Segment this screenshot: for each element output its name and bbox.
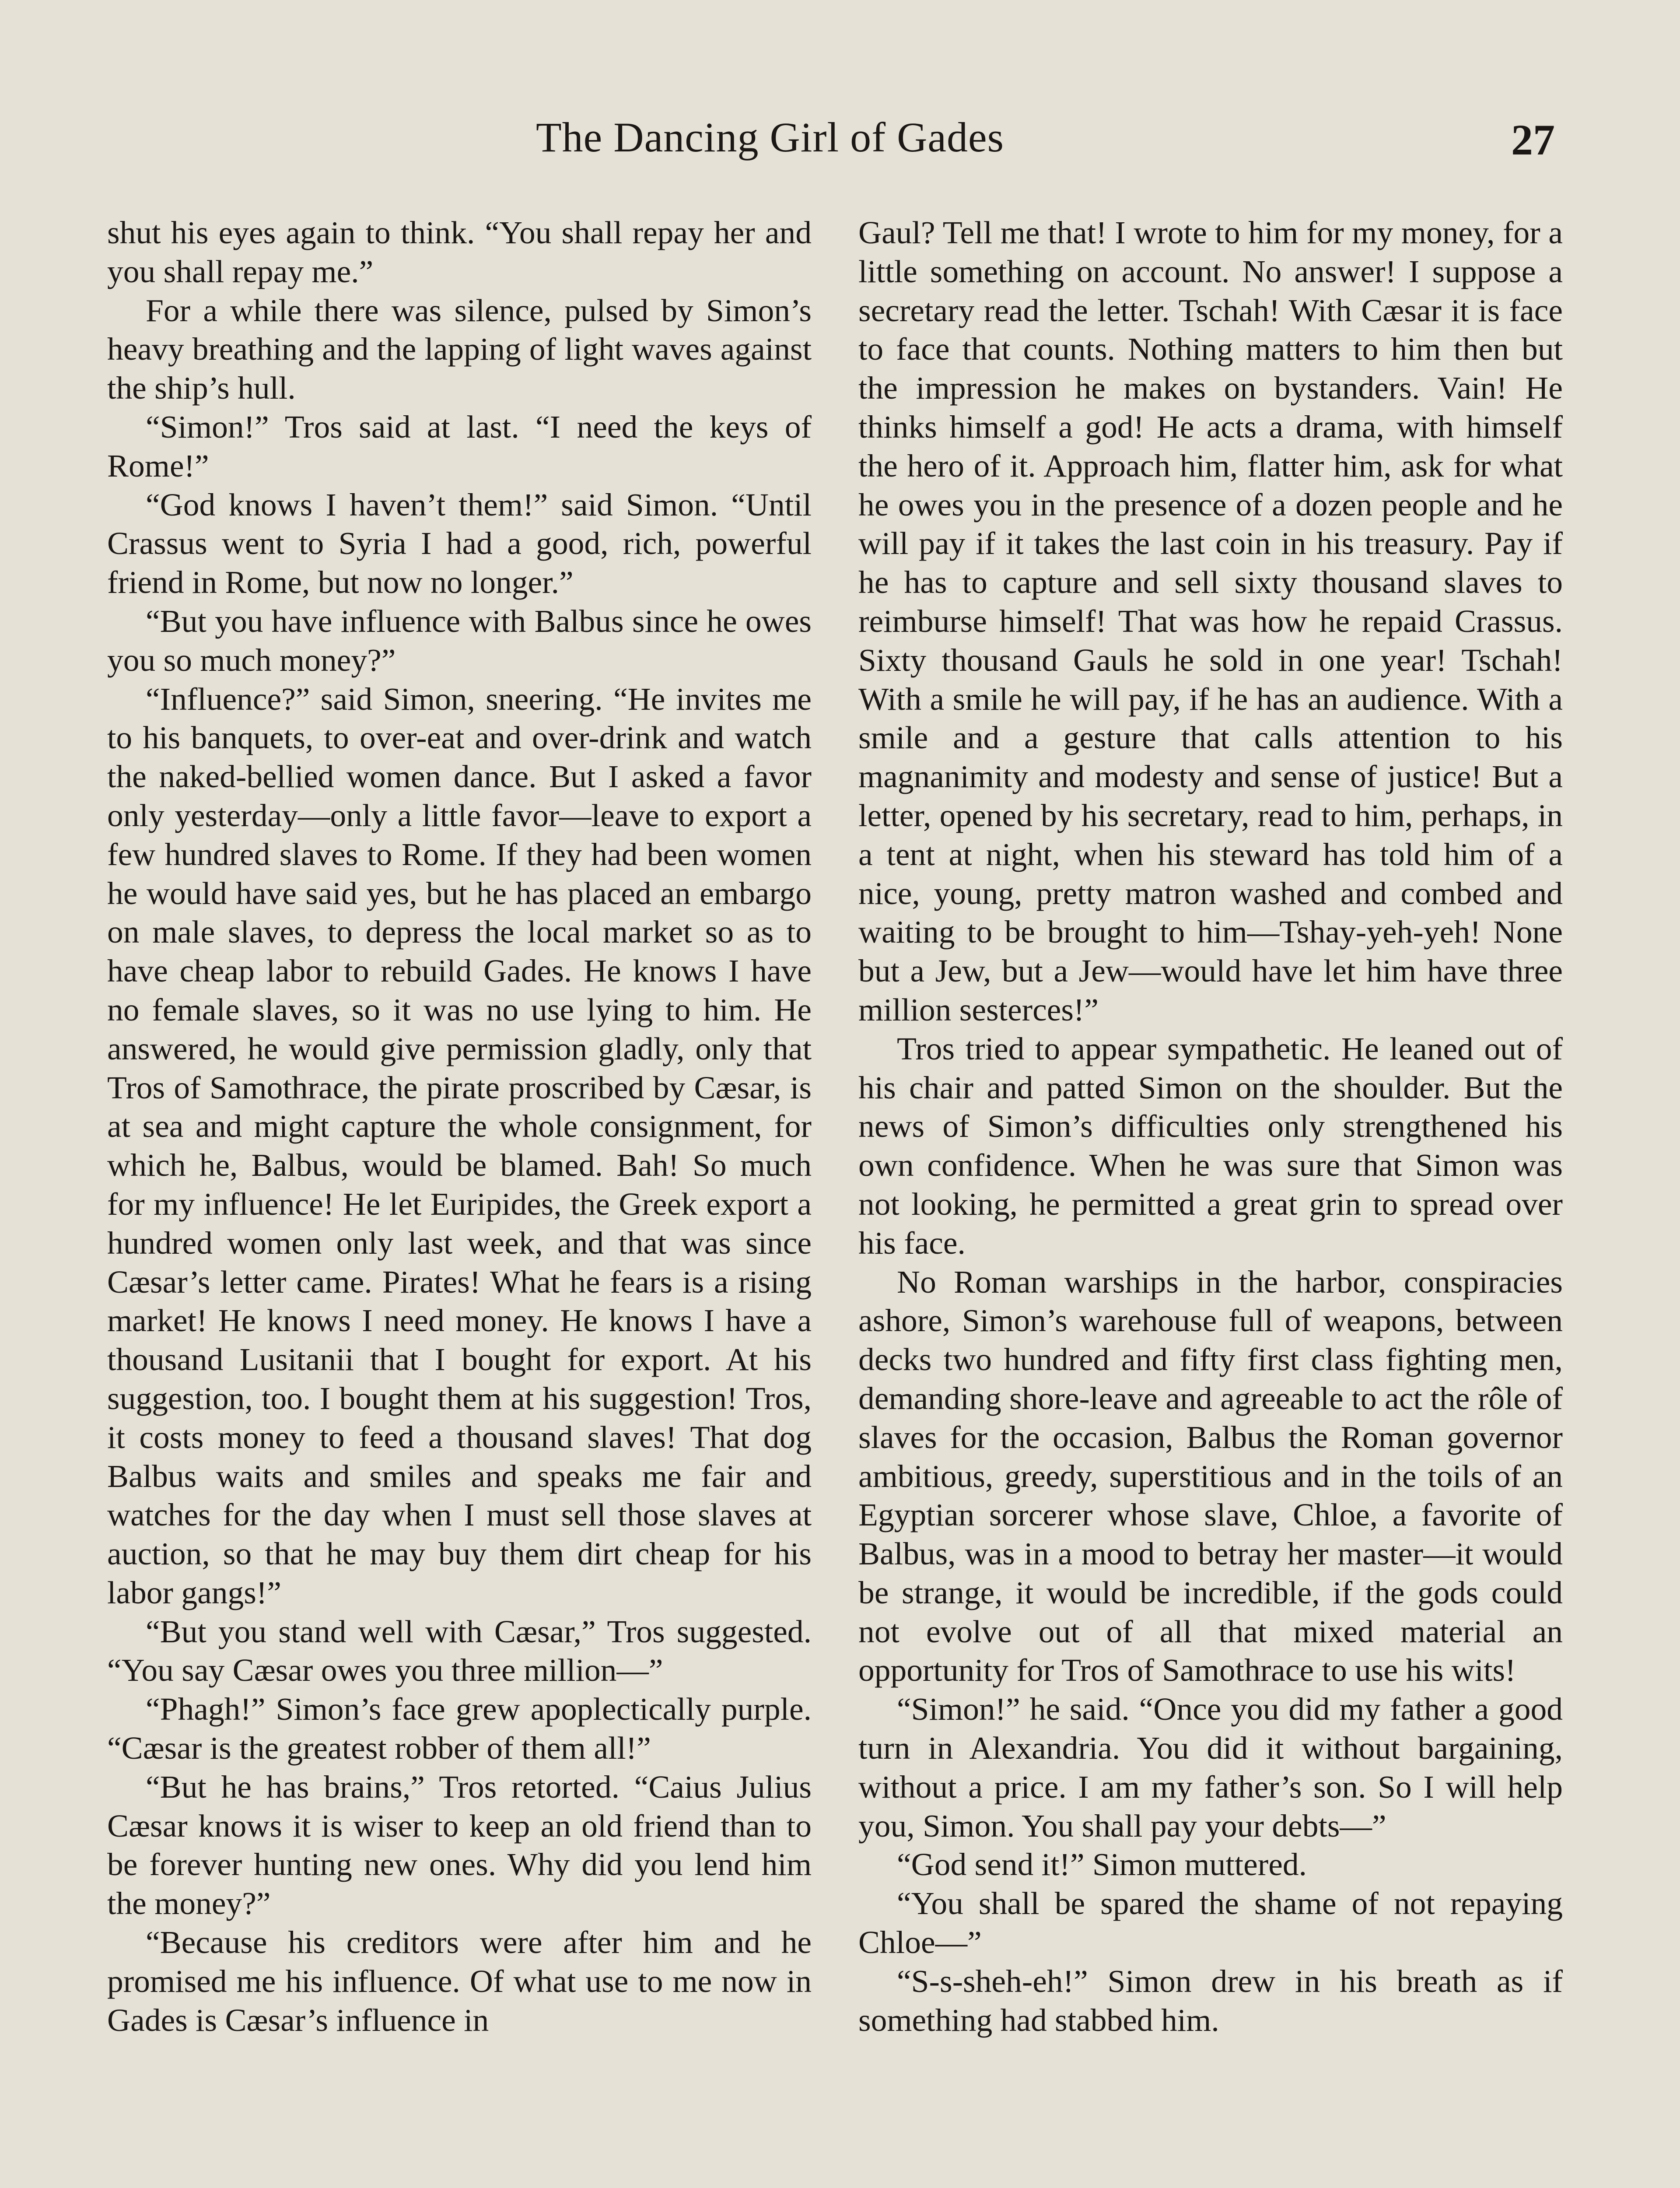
page-number: 27 [1511, 116, 1555, 164]
paragraph: “God knows I haven’t them!” said Simon. “Until Crassus went to Syria I had a good, rich, powerful friend in Rome, but now no longer.” [107, 487, 812, 600]
paragraph: “But he has brains,” Tros retorted. “Caius Julius Cæsar knows it is wiser to keep an old friend than to be forever hunting new ones. Why did you lend him the money?” [107, 1769, 812, 1922]
paragraph: Gaul? Tell me that! I wrote to him for my money, for a little something on account. No answer! I suppose a secretary read the letter. Tschah! With Cæsar it is face to face that counts. Nothing matters to him then but the impression he makes on bystanders. Vain! He thinks himself a god! He acts a drama, with himself the hero of it. Approach him, flatter him, ask for what he owes you in the presence of a dozen people and he will pay if it takes the last coin in his treasury. Pay if he has to capture and sell sixty thousand slaves to reimburse himself! That was how he repaid Crassus. Sixty thousand Gauls he sold in one year! Tschah! With a smile he will pay, if he has an audience. With a smile and a gesture that calls attention to his magnanimity and modesty and sense of justice! But a letter, opened by his secretary, read to him, perhaps, in a tent at night, when his steward has told him of a nice, young, pretty matron washed and combed and waiting to be brought to him—Tshay-yeh-yeh! None but a Jew, but a Jew—would have let him have three million sesterces!” [858, 215, 1563, 1027]
paragraph: “Influence?” said Simon, sneering. “He invites me to his banquets, to over-eat and over-drink and watch the naked-bellied women dance. But I asked a favor only yesterday—only a little favor—leave to export a few hundred slaves to Rome. If they had been women he would have said yes, but he has placed an embargo on male slaves, to depress the local market so as to have cheap labor to rebuild Gades. He knows I have no female slaves, so it was no use lying to him. He answered, he would give permission gladly, only that Tros of Samothrace, the pirate proscribed by Cæsar, is at sea and might capture the whole consignment, for which he, Balbus, would be blamed. Bah! So much for my influence! He let Euripides, the Greek export a hundred women only last week, and that was since Cæsar’s letter came. Pirates! What he fears is a rising market! He knows I need money. He knows I have a thousand Lusitanii that I bought for export. At his suggestion, too. I bought them at his suggestion! Tros, it costs money to feed a thousand slaves! That dog Balbus waits and smiles and speaks me fair and watches for the day when I must sell those slaves at auction, so that he may buy them dirt cheap for his labor gangs!” [107, 681, 812, 1610]
paragraph: “But you stand well with Cæsar,” Tros suggested. “You say Cæsar owes you three million—” [107, 1613, 812, 1688]
running-title: The Dancing Girl of Gades [536, 114, 1004, 161]
paragraph: “Simon!” Tros said at last. “I need the keys of Rome!” [107, 409, 812, 484]
left-column [107, 214, 812, 2040]
paragraph: “S-s-sheh-eh!” Simon drew in his breath as if something had stabbed him. [858, 1963, 1563, 2038]
paragraph: Tros tried to appear sympathetic. He leaned out of his chair and patted Simon on the shoulder. But the news of Simon’s difficulties only strengthened his own confidence. When he was sure that Simon was not looking, he permitted a great grin to spread over his face. [858, 1031, 1563, 1261]
paragraph: “But you have influence with Balbus since he owes you so much money?” [107, 603, 812, 678]
paragraph: “Because his creditors were after him and he promised me his influence. Of what use to me now in Gades is Cæsar’s influence in [107, 1925, 812, 2038]
right-column [858, 214, 1563, 2040]
paragraph: shut his eyes again to think. “You shall repay her and you shall repay me.” [107, 215, 812, 289]
paragraph: “God send it!” Simon muttered. [897, 1847, 1307, 1883]
paragraph: For a while there was silence, pulsed by Simon’s heavy breathing and the lapping of light waves against the ship’s hull. [107, 292, 812, 406]
paragraph: “You shall be spared the shame of not repaying Chloe—” [858, 1886, 1563, 1960]
paragraph: “Simon!” he said. “Once you did my father a good turn in Alexandria. You did it without bargaining, without a price. I am my father’s son. So I will help you, Simon. You shall pay your debts—” [858, 1691, 1563, 1844]
paragraph: No Roman warships in the harbor, conspiracies ashore, Simon’s warehouse full of weapons, between decks two hundred and fifty first class fighting men, demanding shore-leave and agreeable to act the rôle of slaves for the occasion, Balbus the Roman governor ambitious, greedy, superstitious and in the toils of an Egyptian sorcerer whose slave, Chloe, a favorite of Balbus, was in a mood to betray her master—it would be strange, it would be incredible, if the gods could not evolve out of all that mixed material an opportunity for Tros of Samothrace to use his wits! [858, 1264, 1563, 1688]
paragraph: “Phagh!” Simon’s face grew apoplectically purple. “Cæsar is the greatest robber of them all!” [107, 1691, 812, 1766]
